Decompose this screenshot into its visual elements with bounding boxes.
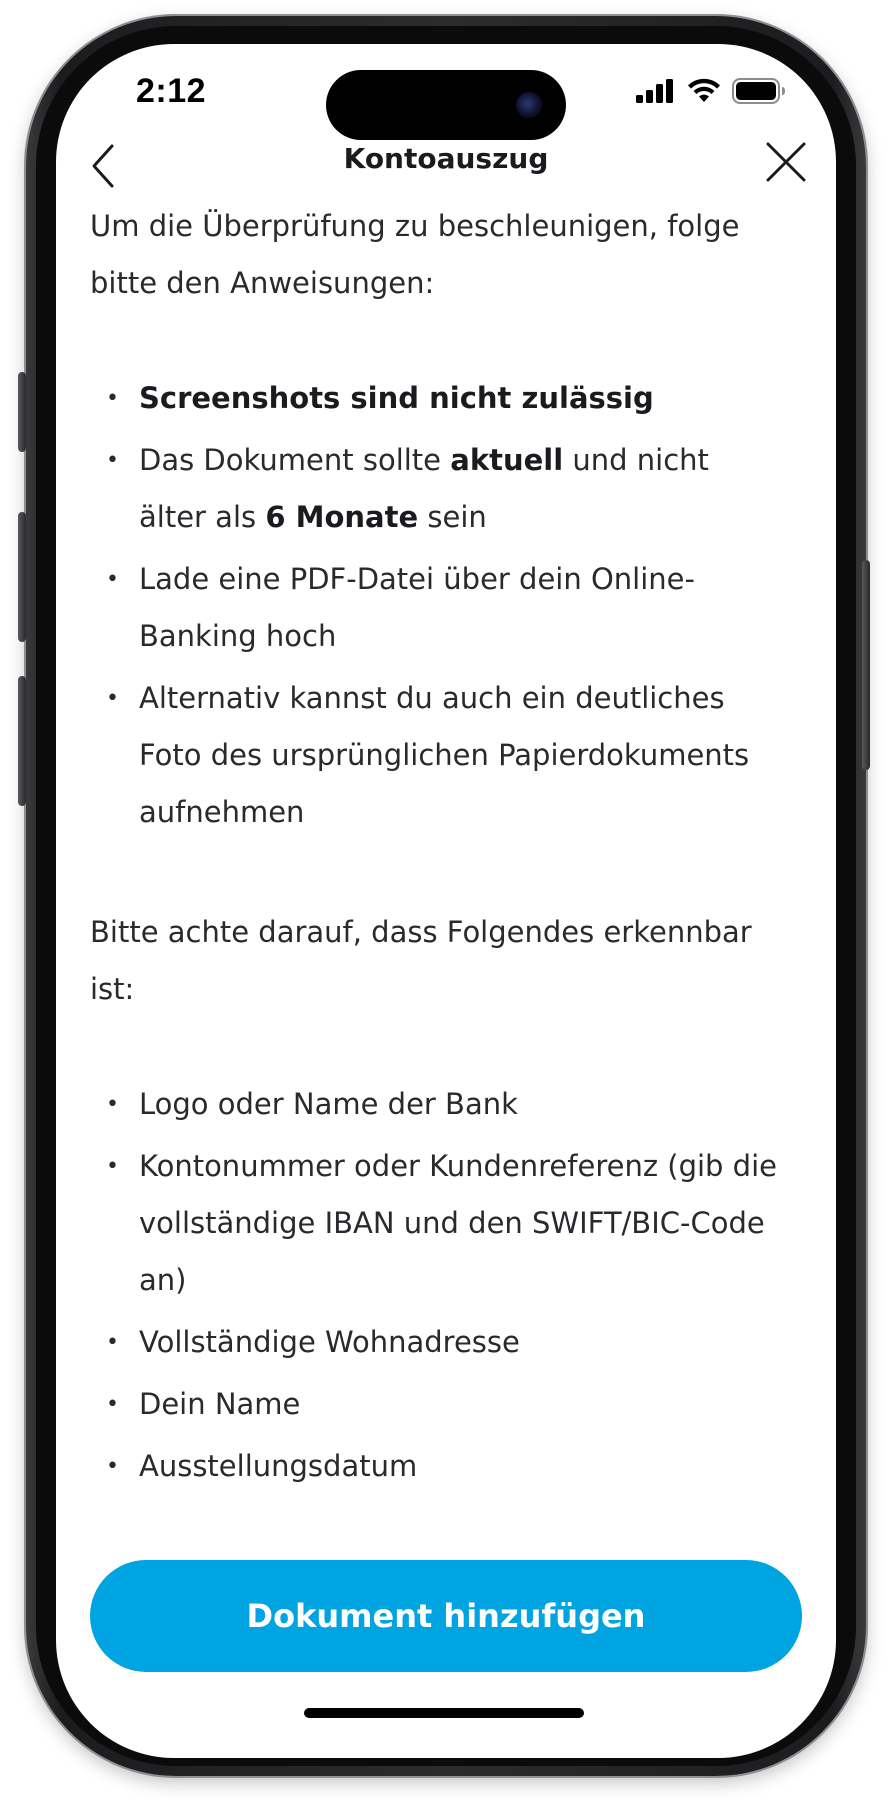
instruction-list — [90, 370, 780, 841]
requirements-intro-text: Bitte achte darauf, dass Folgendes erkennbar ist: — [90, 915, 752, 1006]
instruction-text: sein — [418, 500, 487, 534]
requirement-list — [90, 1076, 780, 1495]
instruction-text: Alternativ kannst du auch ein deutliches Foto des ursprünglichen Papierdokuments aufnehmen — [139, 681, 750, 829]
status-time: 2:12 — [136, 72, 207, 110]
instruction-item — [90, 432, 780, 546]
emphasis-text: aktuell — [450, 443, 564, 477]
volume-down-button — [18, 676, 26, 806]
requirement-item: • Ausstellungsdatum — [90, 1438, 780, 1495]
requirement-item: • Dein Name — [90, 1376, 780, 1433]
instruction-text: und nicht älter als — [139, 443, 709, 534]
intro-text: Um die Überprüfung zu beschleunigen, folge bitte den Anweisungen: — [90, 209, 740, 300]
volume-up-button — [18, 512, 26, 642]
requirement-item: • Kontonummer oder Kundenreferenz (gib die vollständige IBAN und den SWIFT/BIC-Code an) — [90, 1138, 780, 1309]
spacer — [90, 846, 780, 904]
status-icons — [636, 78, 786, 104]
battery-icon — [732, 78, 786, 104]
instruction-item — [90, 370, 780, 427]
wifi-icon — [686, 78, 722, 104]
cellular-signal-icon — [636, 79, 676, 103]
home-indicator[interactable] — [304, 1708, 584, 1718]
requirement-item: • Vollständige Wohnadresse — [90, 1314, 780, 1371]
instructions-content — [90, 198, 780, 1500]
instruction-item — [90, 551, 780, 665]
emphasis-text: 6 Monate — [265, 500, 419, 534]
action-button — [18, 372, 26, 452]
screen — [56, 44, 836, 1758]
instruction-text: Das Dokument sollte — [139, 443, 451, 477]
requirement-item: • Logo oder Name der Bank — [90, 1076, 780, 1133]
emphasis-text: Screenshots sind nicht zulässig — [139, 381, 654, 415]
spacer — [90, 1018, 780, 1076]
page-title: Kontoauszug — [343, 142, 549, 175]
add-document-button[interactable]: Dokument hinzufügen — [90, 1560, 802, 1672]
close-icon — [758, 134, 814, 190]
close-button[interactable] — [758, 134, 814, 190]
instruction-item — [90, 670, 780, 841]
spacer — [90, 312, 780, 370]
power-button — [862, 560, 870, 770]
dynamic-island — [326, 70, 566, 140]
front-camera-icon — [516, 92, 542, 118]
instruction-text: Lade eine PDF-Datei über dein Online-Banking hoch — [139, 562, 695, 653]
